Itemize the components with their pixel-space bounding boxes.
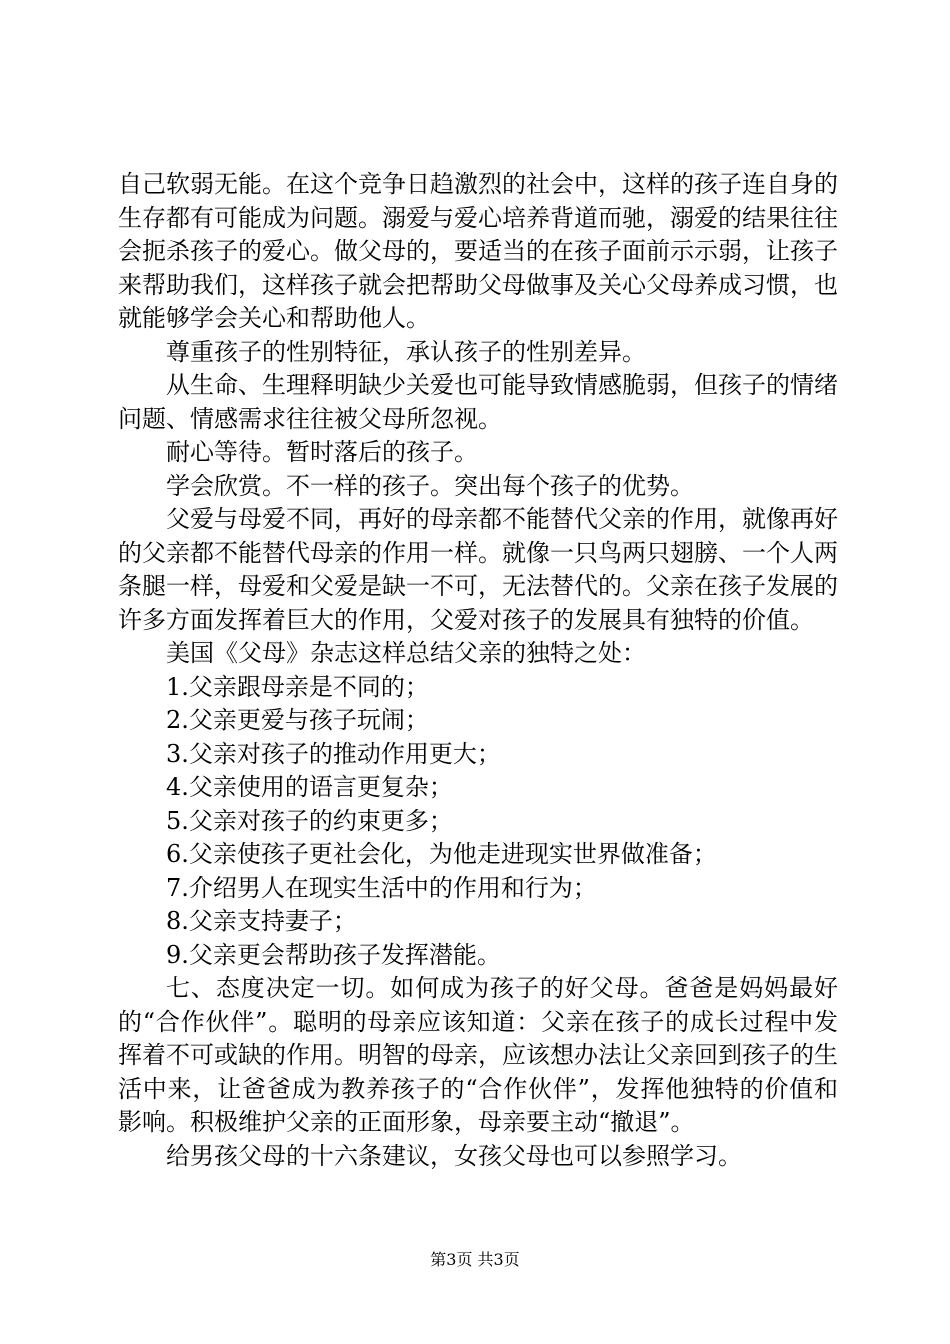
paragraph: 美国《父母》杂志这样总结父亲的独特之处： <box>166 639 646 667</box>
list-item: 9.父亲更会帮助孩子发挥潜能。 <box>166 940 501 969</box>
list-item: 1.父亲跟母亲是不同的； <box>166 672 429 701</box>
list-item: 5.父亲对孩子的约束更多； <box>166 806 453 835</box>
paragraph: 父爱与母爱不同，再好的母亲都不能替代父亲的作用，就像再好的父亲都不能替代母亲的作用一样。就像一只鸟两只翅膀、一个人两条腿一样，母爱和父爱是缺一不可，无法替代的。父亲在孩子发展的许多方面发挥着巨大的作用，父爱对孩子的发展具有独特的价值。 <box>118 505 838 634</box>
list-item: 6.父亲使孩子更社会化，为他走进现实世界做准备； <box>166 840 717 868</box>
paragraph: 学会欣赏。不一样的孩子。突出每个孩子的优势。 <box>166 471 694 500</box>
list-item: 8.父亲支持妻子； <box>166 907 357 935</box>
list-item: 7.介绍男人在现实生活中的作用和行为； <box>166 873 597 902</box>
paragraph: 尊重孩子的性别特征，承认孩子的性别差异。 <box>166 337 646 366</box>
paragraph: 自己软弱无能。在这个竞争日趋激烈的社会中，这样的孩子连自身的生存都有可能成为问题。溺爱与爱心培养背道而驰，溺爱的结果往往会扼杀孩子的爱心。做父母的，要适当的在孩子面前示示弱，让孩子来帮助我们，这样孩子就会把帮助父母做事及关心父母养成习惯，也就能够学会关心和帮助他人。 <box>118 170 838 332</box>
page-footer: 第3页 共3页 <box>430 1250 520 1269</box>
list-item: 3.父亲对孩子的推动作用更大； <box>166 739 501 768</box>
list-item: 2.父亲更爱与孩子玩闹； <box>166 706 429 734</box>
paragraph: 耐心等待。暂时落后的孩子。 <box>166 438 478 466</box>
paragraph: 给男孩父母的十六条建议，女孩父母也可以参照学习。 <box>166 1141 742 1170</box>
body-text <box>118 168 838 1173</box>
paragraph: 从生命、生理释明缺少关爱也可能导致情感脆弱，但孩子的情绪问题、情感需求往往被父母所忽视。 <box>118 371 838 433</box>
list-item: 4.父亲使用的语言更复杂； <box>166 773 453 801</box>
paragraph: 七、态度决定一切。如何成为孩子的好父母。爸爸是妈妈最好的“合作伙伴”。聪明的母亲应该知道：父亲在孩子的成长过程中发挥着不可或缺的作用。明智的母亲，应该想办法让父亲回到孩子的生活中来，让爸爸成为教养孩子的“合作伙伴”，发挥他独特的价值和影响。积极维护父亲的正面形象，母亲要主动“撤退”。 <box>118 974 838 1136</box>
